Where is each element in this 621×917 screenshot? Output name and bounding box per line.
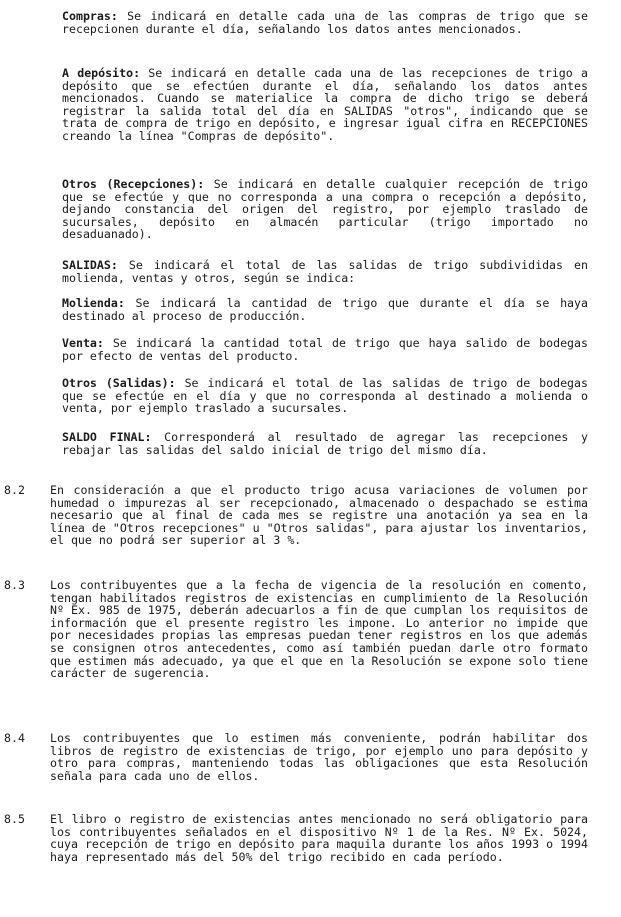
section-text: Se indicará en detalle cualquier recepción de trigo que se efectúe y que no corresponda a una compra o recepción a depósito, dejando constancia del origen del registro, por ejemplo traslado de sucursales, depósito en almacén particular (trigo importado no desaduanado). xyxy=(62,177,588,242)
section-a-deposito xyxy=(62,67,588,143)
section-salidas xyxy=(62,259,588,284)
section-text: Se indicará el total de las salidas de trigo subdivididas en molienda, ventas y otros, según se indica: xyxy=(62,258,588,285)
item-number: 8.2 xyxy=(4,483,25,497)
item-8-2: En consideración a que el producto trigo acusa variaciones de volumen por humedad o impurezas al ser recepcionado, almacenado o despachado se estima necesario que al final de cada mes se registre una anotación ya sea en la línea de "Otros recepciones" u "Otros salidas", para ajustar los inventarios, el que no podrá ser superior al 3 %. xyxy=(50,483,588,548)
section-venta xyxy=(62,337,588,362)
section-term: Otros (Recepciones): xyxy=(62,177,205,191)
section-term: Compras: xyxy=(62,9,118,23)
section-term: A depósito: xyxy=(62,66,141,80)
section-otros-recepciones xyxy=(62,178,588,241)
section-term: SALDO FINAL: xyxy=(62,430,152,444)
section-term: Otros (Salidas): xyxy=(62,376,176,390)
item-number: 8.3 xyxy=(4,578,25,592)
section-text: Corresponderá al resultado de agregar las recepciones y rebajar las salidas del saldo inicial de trigo del mismo día. xyxy=(62,430,588,457)
section-text: Se indicará en detalle cada una de las compras de trigo que se recepcionen durante el día, señalando los datos antes mencionados. xyxy=(62,9,588,36)
section-saldo-final xyxy=(62,431,588,456)
item-8-4: Los contribuyentes que lo estimen más conveniente, podrán habilitar dos libros de registro de existencias de trigo, por ejemplo uno para depósito y otro para compras, manteniendo todas las obligaciones que esta Resolución señala para cada uno de ellos. xyxy=(50,731,588,783)
section-otros-salidas xyxy=(62,377,588,415)
section-text: Se indicará el total de las salidas de trigo de bodegas que se efectúe en el día y que no corresponda al destinado a molienda o venta, por ejemplo traslado a sucursales. xyxy=(62,376,588,416)
section-term: SALIDAS: xyxy=(62,258,118,272)
item-8-5: El libro o registro de existencias antes mencionado no será obligatorio para los contribuyentes señalados en el dispositivo Nº 1 de la Res. Nº Ex. 5024, cuya recepción de trigo en depósito para maquila durante los años 1993 o 1994 haya representado más del 50% del trigo recibido en cada período. xyxy=(50,812,588,864)
section-text: Se indicará en detalle cada una de las recepciones de trigo a depósito que se efectúen durante el día, señalando los datos antes mencionados. Cuando se materialice la compra de dicho trigo se deberá registrar la salida total del día en SALIDAS "otros", indicando que se trata de compra de trigo en depósito, e ingresar igual cifra en RECEPCIONES creando la línea "Compras de depósito". xyxy=(62,66,588,143)
section-text: Se indicará la cantidad de trigo que durante el día se haya destinado al proceso de producción. xyxy=(62,296,588,323)
item-8-3: Los contribuyentes que a la fecha de vigencia de la resolución en comento, tengan habilitados registros de existencias en cumplimiento de la Resolución Nº Ex. 985 de 1975, deberán adecuarlos a fin de que cumplan los requisitos de información que el presente registro les impone. Lo anterior no impide que por necesidades propias las empresas puedan tener registros en los que además se consignen otros antecedentes, como así también puedan darle otro formato que estimen más adecuado, ya que el que en la Resolución se expone solo tiene carácter de sugerencia. xyxy=(50,578,588,681)
item-number: 8.4 xyxy=(4,731,25,745)
item-number: 8.5 xyxy=(4,812,25,826)
section-term: Venta: xyxy=(62,336,104,350)
section-term: Molienda: xyxy=(62,296,125,310)
section-text: Se indicará la cantidad total de trigo que haya salido de bodegas por efecto de ventas del producto. xyxy=(62,336,588,363)
section-compras xyxy=(62,10,588,35)
section-molienda xyxy=(62,297,588,322)
